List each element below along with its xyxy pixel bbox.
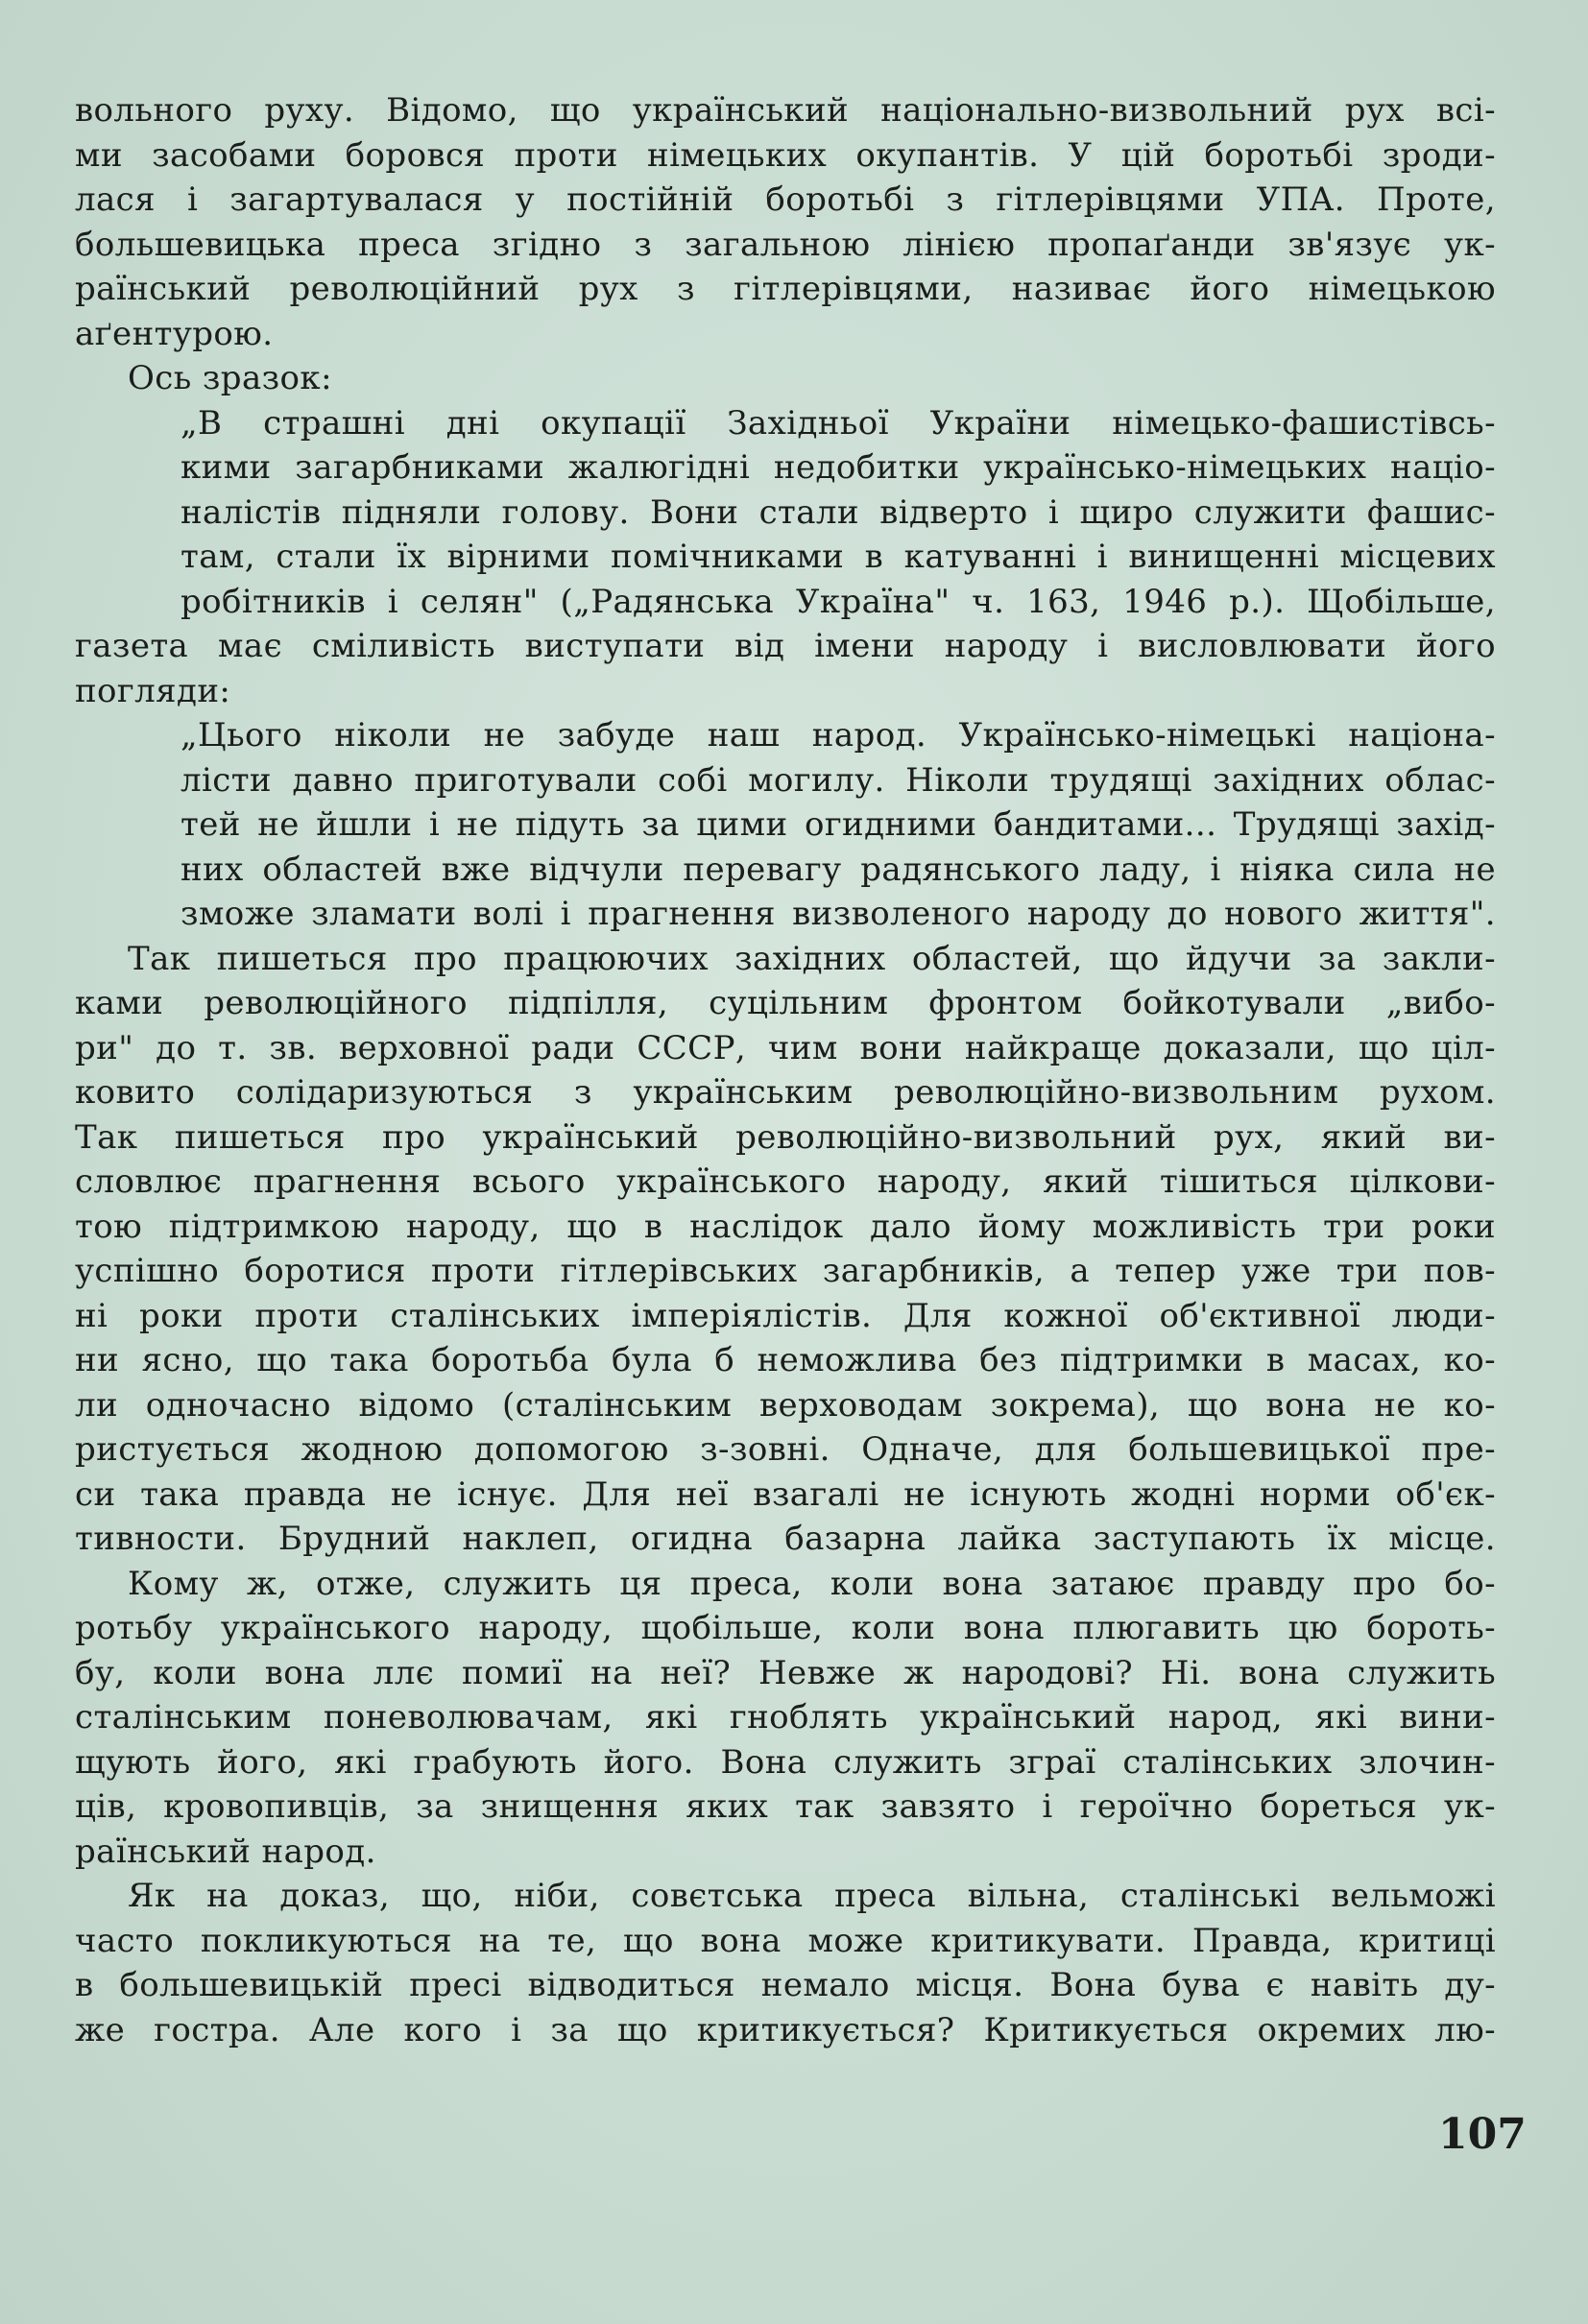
text-line: „В страшні дні окупації Західньої України німецько-фашистівсь- [180,403,1496,443]
text-line: раїнський народ. [75,1832,376,1871]
text-line: щують його, які грабують його. Вона служить зграї сталінських злочин- [75,1742,1496,1782]
text-line: налістів підняли голову. Вони стали відверто і щиро служити фашис- [180,492,1496,532]
text-line: ми засобами боровся проти німецьких окупантів. У цій боротьбі зроди- [75,135,1496,175]
text-line: там, стали їх вірними помічниками в катуванні і винищенні місцевих [180,538,1496,576]
text-line: тей не йшли і не підуть за цими огидними бандитами... Трудящі захід- [180,805,1496,844]
text-line: ли одночасно відомо (сталінським верховодам зокрема), що вона не ко- [75,1385,1496,1425]
text-line: Так пишеться про український революційно-визвольний рух, який ви- [75,1117,1496,1157]
text-line: Ось зразок: [128,359,332,397]
text-line: часто покликуються на те, що вона може критикувати. Правда, критиці [75,1921,1496,1960]
text-line: зможе зламати волі і прагнення визволеного народу до нового життя". [180,895,1496,933]
text-line: ристується жодною допомогою з-зовні. Одначе, для большевицької пре- [75,1430,1496,1469]
text-line: лася і загартувалася у постійній боротьбі з гітлерівцями УПА. Проте, [75,180,1496,219]
text-line: ками революційного підпілля, суцільним фронтом бойкотували „вибо- [75,984,1496,1022]
text-line: ни ясно, що така боротьба була б неможлива без підтримки в масах, ко- [75,1341,1496,1379]
text-line: словлює прагнення всього українського народу, який тішиться цілкови- [75,1162,1496,1201]
text-line: лісти давно приготували собі могилу. Ніколи трудящі західних облас- [180,760,1496,800]
text-line: Як на доказ, що, ніби, совєтська преса вільна, сталінські вельможі [128,1877,1496,1915]
text-line: же гостра. Але кого і за що критикується? Критикується окремих лю- [75,2010,1496,2049]
text-line: ні роки проти сталінських імперіялістів. Для кожної об'єктивної люди- [75,1296,1496,1335]
text-line: них областей вже відчули перевагу радянського ладу, і ніяка сила не [180,850,1496,889]
text-line: Кому ж, отже, служить ця преса, коли вона затаює правду про бо- [128,1564,1496,1603]
text-line: робітників і селян" („Радянська Україна" ч. 163, 1946 р.). Щобільше, [180,582,1496,621]
text-line: бу, коли вона ллє помиї на неї? Невже ж народові? Ні. вона служить [75,1653,1496,1692]
text-line: Так пишеться про працюючих західних областей, що йдучи за закли- [128,939,1496,978]
text-line: успішно боротися проти гітлерівських загарбників, а тепер уже три пов- [75,1252,1496,1290]
text-line: си така правда не існує. Для неї взагалі не існують жодні норми об'єк- [75,1474,1496,1514]
text-line: тою підтримкою народу, що в наслідок дало йому можливість три роки [75,1207,1496,1246]
text-line: тивности. Брудний наклеп, огидна базарна лайка заступають їх місце. [75,1520,1496,1558]
text-line: ковито солідаризуються з українським революційно-визвольним рухом. [75,1073,1496,1112]
text-line: ри" до т. зв. верховної ради СССР, чим вони найкраще доказали, що ціл- [75,1028,1496,1067]
text-line: „Цього ніколи не забуде наш народ. Українсько-німецькі націона- [180,716,1496,755]
body-text [75,88,1496,2052]
text-line: газета має сміливість виступати від імени народу і висловлювати його [75,627,1496,665]
text-line: раїнський революційний рух з гітлерівцями, називає його німецькою [75,270,1496,308]
text-line: ротьбу українського народу, щобільше, коли вона плюгавить цю бороть- [75,1609,1496,1647]
text-line: аґентурою. [75,314,274,353]
text-line: кими загарбниками жалюгідні недобитки українсько-німецьких націо- [180,448,1496,487]
text-line: сталінським поневолювачам, які гноблять український народ, які вини- [75,1698,1496,1737]
text-line: вольного руху. Відомо, що український національно-визвольний рух всі- [75,91,1496,130]
text-line: ців, кровопивців, за знищення яких так завзято і героїчно бореться ук- [75,1787,1496,1826]
text-line: большевицька преса згідно з загальною лінією пропаґанди зв'язує ук- [75,225,1496,264]
text-line: погляди: [75,671,231,710]
page-number: 107 [1438,2110,1527,2159]
text-line: в большевицькій пресі відводиться немало місця. Вона бува є навіть ду- [75,1966,1496,2004]
